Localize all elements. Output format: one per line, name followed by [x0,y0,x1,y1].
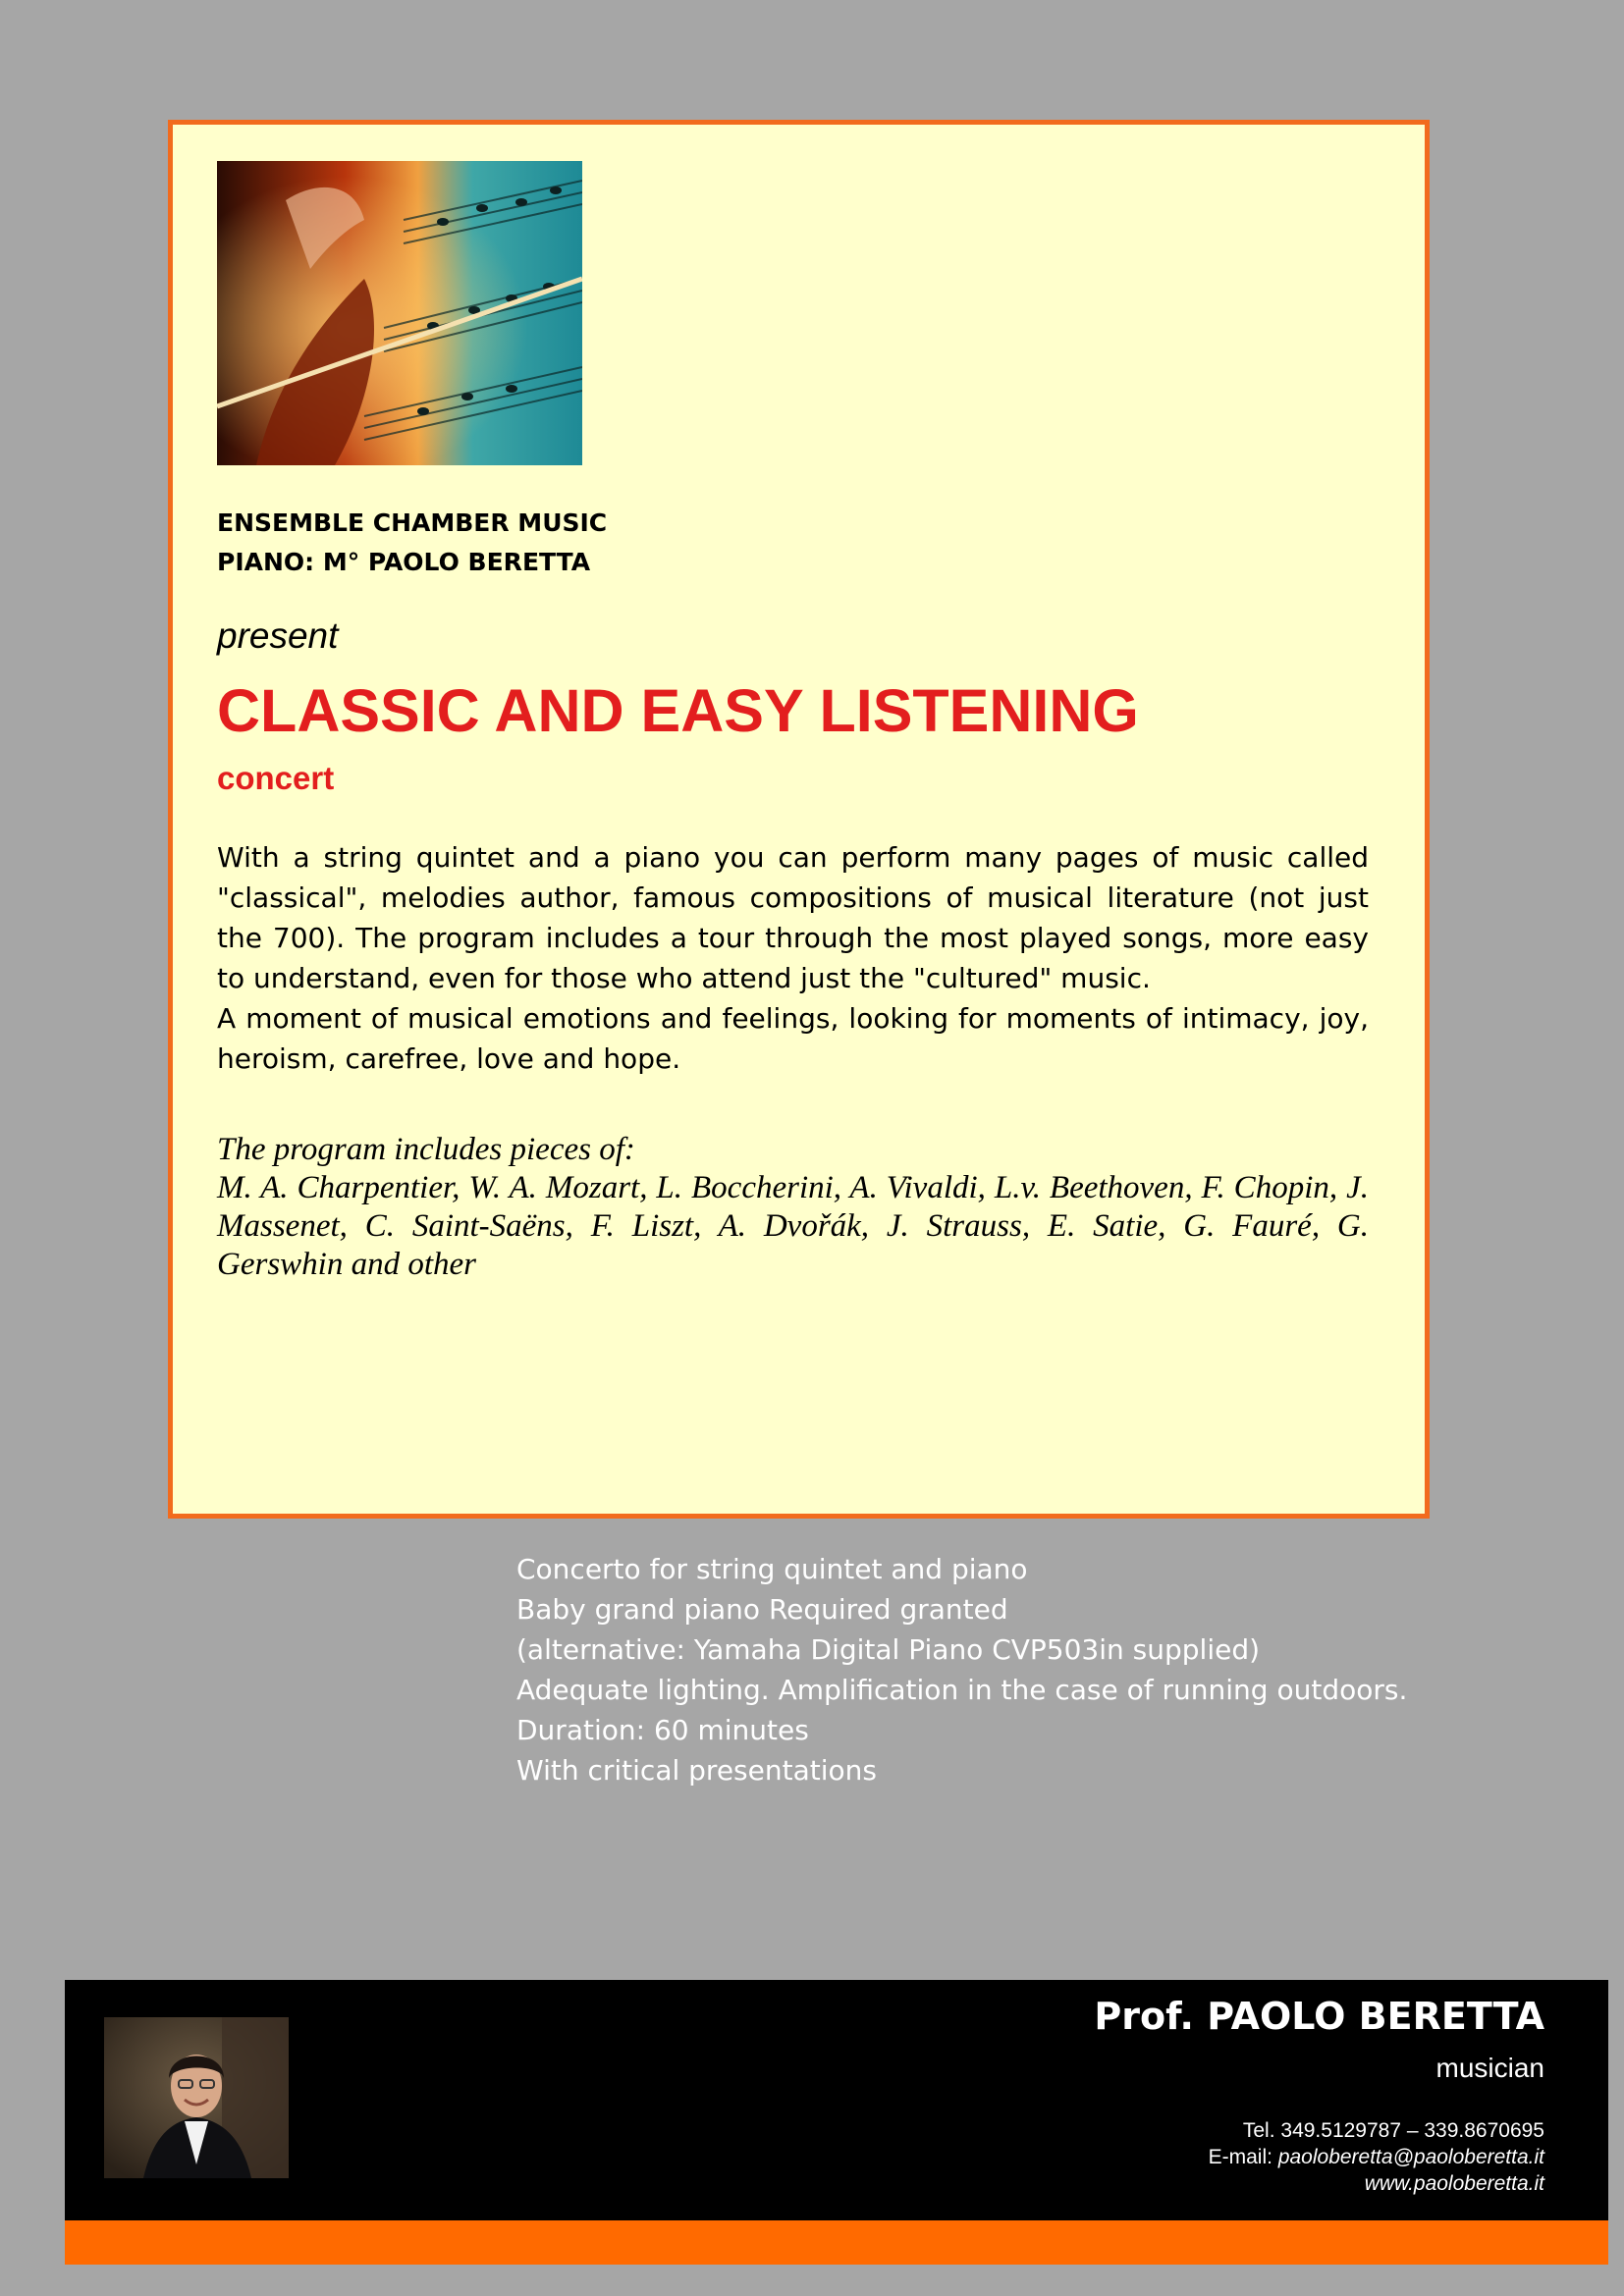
program-section [217,1131,1369,1284]
detail-line: Duration: 60 minutes [516,1714,809,1746]
musician-role: musician [1435,2053,1544,2083]
contact-lines [1094,2117,1544,2197]
violin-sheet-music-image [217,161,582,465]
present-text: present [217,615,339,656]
detail-line: With critical presentations [516,1754,877,1787]
footer [65,1980,1608,2220]
email-label: E-mail: [1208,2146,1278,2168]
ensemble-line: ENSEMBLE CHAMBER MUSIC [217,508,608,537]
website-link[interactable]: www.paoloberetta.it [1364,2172,1544,2195]
description-paragraph: A moment of musical emotions and feelings, looking for moments of intimacy, joy, heroism, carefree, love and hope. [217,1002,1369,1075]
telephone: Tel. 349.5129787 – 339.8670695 [1242,2119,1544,2142]
flyer-card [168,120,1430,1519]
program-composers: M. A. Charpentier, W. A. Mozart, L. Boccherini, A. Vivaldi, L.v. Beethoven, F. Chopin, J. Massenet, C. Saint-Saëns, F. Liszt, A. Dvořák, J. Strauss, E. Satie, G. Fauré, G. Gerswhin and other [217,1170,1369,1282]
concert-subtitle: concert [217,760,335,796]
contact-block [1094,1992,1544,2197]
footer-stripe [65,2220,1608,2265]
detail-line: Concerto for string quintet and piano [516,1553,1028,1585]
program-intro: The program includes pieces of: [217,1132,635,1167]
concert-details [516,1549,1407,1790]
concert-description [217,837,1369,1079]
musician-name: Prof. PAOLO BERETTA [1094,1995,1544,2038]
description-paragraph: With a string quintet and a piano you can perform many pages of music called "classical", melodies author, famous compositions of musical literature (not just the 700). The program includes a tour through the most played songs, more easy to understand, even for those who attend just the "cultured" music. [217,841,1369,994]
detail-line: Baby grand piano Required granted [516,1593,1008,1626]
concert-title: CLASSIC AND EASY LISTENING [217,677,1139,744]
musician-portrait [104,2017,289,2178]
detail-line: (alternative: Yamaha Digital Piano CVP503in supplied) [516,1633,1261,1666]
email-line [1094,2144,1544,2170]
ensemble-heading [217,504,1101,582]
detail-line: Adequate lighting. Amplification in the case of running outdoors. [516,1674,1408,1706]
email-link[interactable]: paoloberetta@paoloberetta.it [1277,2146,1544,2168]
piano-line: PIANO: M° PAOLO BERETTA [217,548,591,576]
